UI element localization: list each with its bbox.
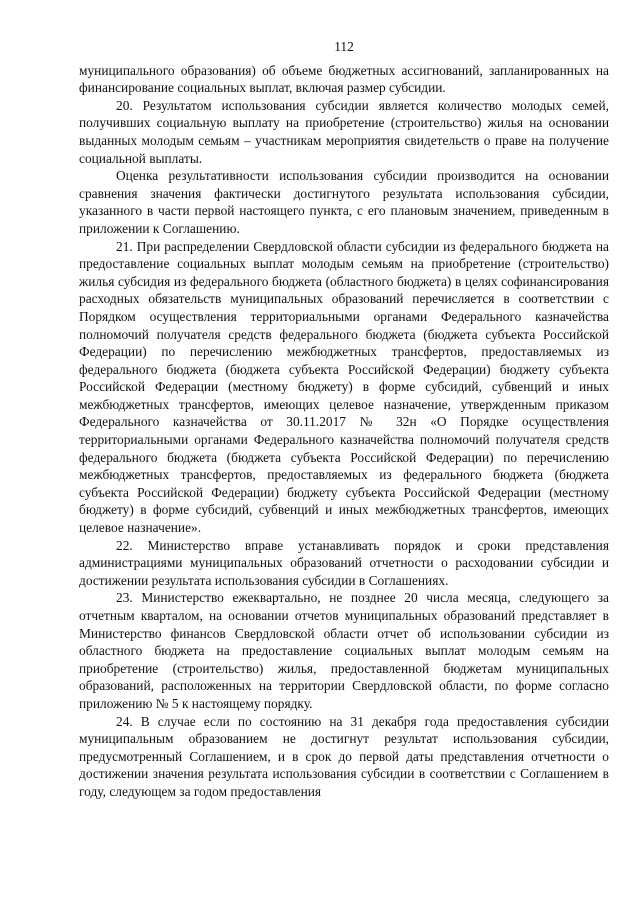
paragraph-item-24: 24. В случае если по состоянию на 31 декабря года предоставления субсидии муниципальным образованием не достигнут результат использования субсидии, предусмотренный Соглашением, и в срок до первой даты представления отчетности о достижении значения результата использования субсидии в соответствии с Соглашением в году, следующем за годом предоставления [79,713,609,799]
paragraph-assessment: Оценка результативности использования субсидии производится на основании сравнения значения фактически достигнутого результата использования субсидии, указанного в части первой настоящего пункта, с его плановым значением, приведенным в приложении к Соглашению. [79,168,609,236]
paragraph-continued: муниципального образования) об объеме бюджетных ассигнований, запланированных на финансирование социальных выплат, включая размер субсидии. [79,62,609,96]
paragraph-item-23: 23. Министерство ежеквартально, не позднее 20 числа месяца, следующего за отчетным кварталом, на основании отчетов муниципальных образований представляет в Министерство финансов Свердловской области отчет об использовании субсидии из областного бюджета на предоставление социальных выплат молодым семьям на приобретение (строительство) жилья, предоставленной бюджетам муниципальных образований, расположенных на территории Свердловской области, по форме согласно приложению № 5 к настоящему порядку. [79,590,609,711]
paragraph-item-20: 20. Результатом использования субсидии является количество молодых семей, получивших социальную выплату на приобретение (строительство) жилья на основании выданных молодым семьям – участникам мероприятия свидетельств о праве на получение социальной выплаты. [79,97,609,166]
document-page [79,38,609,801]
page-number: 112 [334,39,354,54]
paragraph-item-21: 21. При распределении Свердловской области субсидии из федерального бюджета на предоставление социальных выплат молодым семьям на приобретение (строительство) жилья субсидия из федерального бюджета (областного бюджета) в целях софинансирования расходных обязательств муниципальных образований перечисляется в соответствии с Порядком осуществления территориальными органами Федерального казначейства полномочий получателя средств федерального бюджета (бюджета субъекта Российской Федерации) по перечислению межбюджетных трансфертов, предоставляемых из федерального бюджета (бюджета субъекта Российской Федерации) бюджету субъекта Российской Федерации (местному бюджету) в форме субсидий, субвенций и иных межбюджетных трансфертов, имеющих целевое назначение, утвержденным приказом Федерального казначейства от 30.11.2017 № 32н «О Порядке осуществления территориальными органами Федерального казначейства полномочий получателя средств федерального бюджета (бюджета субъекта Российской Федерации) по перечислению межбюджетных трансфертов, предоставляемых из федерального бюджета (бюджета субъекта Российской Федерации) бюджету субъекта Российской Федерации (местному бюджету) в форме субсидий, субвенций и иных межбюджетных трансфертов, имеющих целевое назначение». [79,238,609,536]
paragraph-item-22: 22. Министерство вправе устанавливать порядок и сроки представления администрациями муниципальных образований отчетности о расходовании субсидии и достижении результата использования субсидии в Соглашениях. [79,537,609,588]
